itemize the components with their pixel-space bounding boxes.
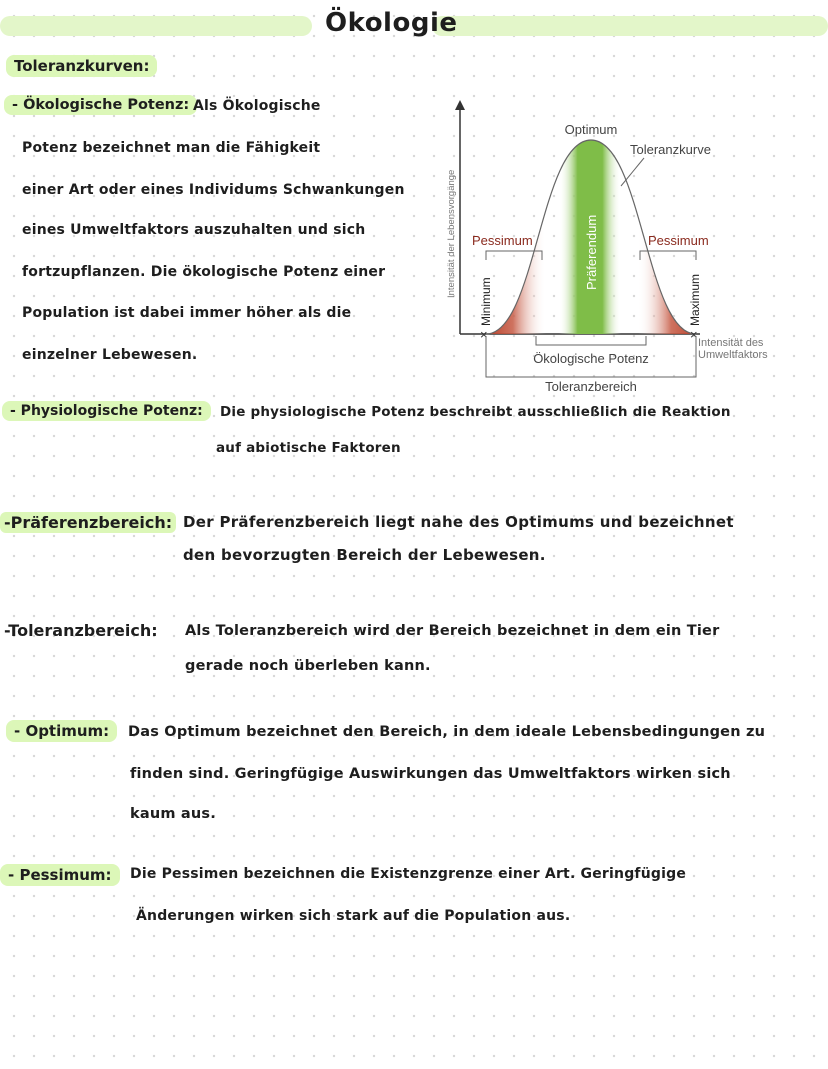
y-axis-label: Intensität der Lebensvorgänge (446, 169, 457, 298)
praeferenz-line-1: Der Präferenzbereich liegt nahe des Optimums und bezeichnet (183, 513, 734, 531)
toleranzkurve-pointer (621, 158, 644, 186)
preferendum-label: Präferendum (584, 214, 599, 290)
minimum-label: Minimum (479, 277, 493, 326)
oeko-potenz-label: Ökologische Potenz (533, 351, 649, 366)
term-praeferenz: -Präferenzbereich: (0, 512, 176, 533)
oeko-line-5: fortzupflanzen. Die ökologische Potenz einer (22, 264, 386, 280)
oeko-line-3: einer Art oder eines Individums Schwankungen (22, 182, 405, 198)
toleranz-line-2: gerade noch überleben kann. (185, 658, 431, 674)
y-axis-arrow (455, 100, 465, 110)
optimum-line-3: kaum aus. (130, 806, 216, 822)
x-axis-label-2: Umweltfaktors (698, 349, 768, 361)
term-optimum: - Optimum: (6, 720, 117, 742)
oeko-line-1: Als Ökologische (193, 98, 321, 114)
toleranzbereich-label: Toleranzbereich (545, 379, 637, 394)
oeko-potenz-bracket (536, 336, 646, 345)
pessimum-right-label: Pessimum (648, 233, 709, 248)
section-heading: Toleranzkurven: (6, 55, 157, 77)
pessimum-line-2: Änderungen wirken sich stark auf die Population aus. (136, 908, 571, 924)
optimum-line-1: Das Optimum bezeichnet den Bereich, in dem ideale Lebensbedingungen zu (128, 724, 766, 740)
title-highlight-right (432, 16, 828, 36)
optimum-line-2: finden sind. Geringfügige Auswirkungen das Umweltfaktors wirken sich (130, 766, 731, 782)
oeko-line-2: Potenz bezeichnet man die Fähigkeit (22, 140, 321, 156)
x-axis-label-1: Intensität des (698, 337, 764, 349)
maximum-label: Maximum (688, 273, 702, 326)
physio-line-2: auf abiotische Faktoren (216, 440, 401, 456)
term-oeko-potenz: - Ökologische Potenz: (4, 95, 197, 115)
oeko-line-7: einzelner Lebewesen. (22, 347, 198, 363)
physio-line-1: Die physiologische Potenz beschreibt ausschließlich die Reaktion (220, 404, 731, 420)
pessimum-left-label: Pessimum (472, 233, 533, 248)
toleranzkurve-diagram (418, 98, 788, 400)
term-pessimum: - Pessimum: (0, 864, 120, 886)
oeko-line-4: eines Umweltfaktors auszuhalten und sich (22, 222, 366, 238)
maximum-marker: × (690, 327, 698, 342)
optimum-label: Optimum (564, 122, 618, 137)
term-toleranz: -Toleranzbereich: (4, 621, 158, 640)
toleranzkurve-label: Toleranzkurve (630, 142, 711, 157)
toleranz-line-1: Als Toleranzbereich wird der Bereich bezeichnet in dem ein Tier (185, 623, 720, 639)
page-title: Ökologie (325, 8, 458, 38)
minimum-marker: × (480, 327, 488, 342)
title-highlight-left (0, 16, 312, 36)
term-physio-potenz: - Physiologische Potenz: (2, 401, 211, 421)
pessimum-line-1: Die Pessimen bezeichnen die Existenzgrenze einer Art. Geringfügige (130, 866, 687, 882)
praeferenz-line-2: den bevorzugten Bereich der Lebewesen. (183, 546, 546, 564)
oeko-line-6: Population ist dabei immer höher als die (22, 305, 352, 321)
